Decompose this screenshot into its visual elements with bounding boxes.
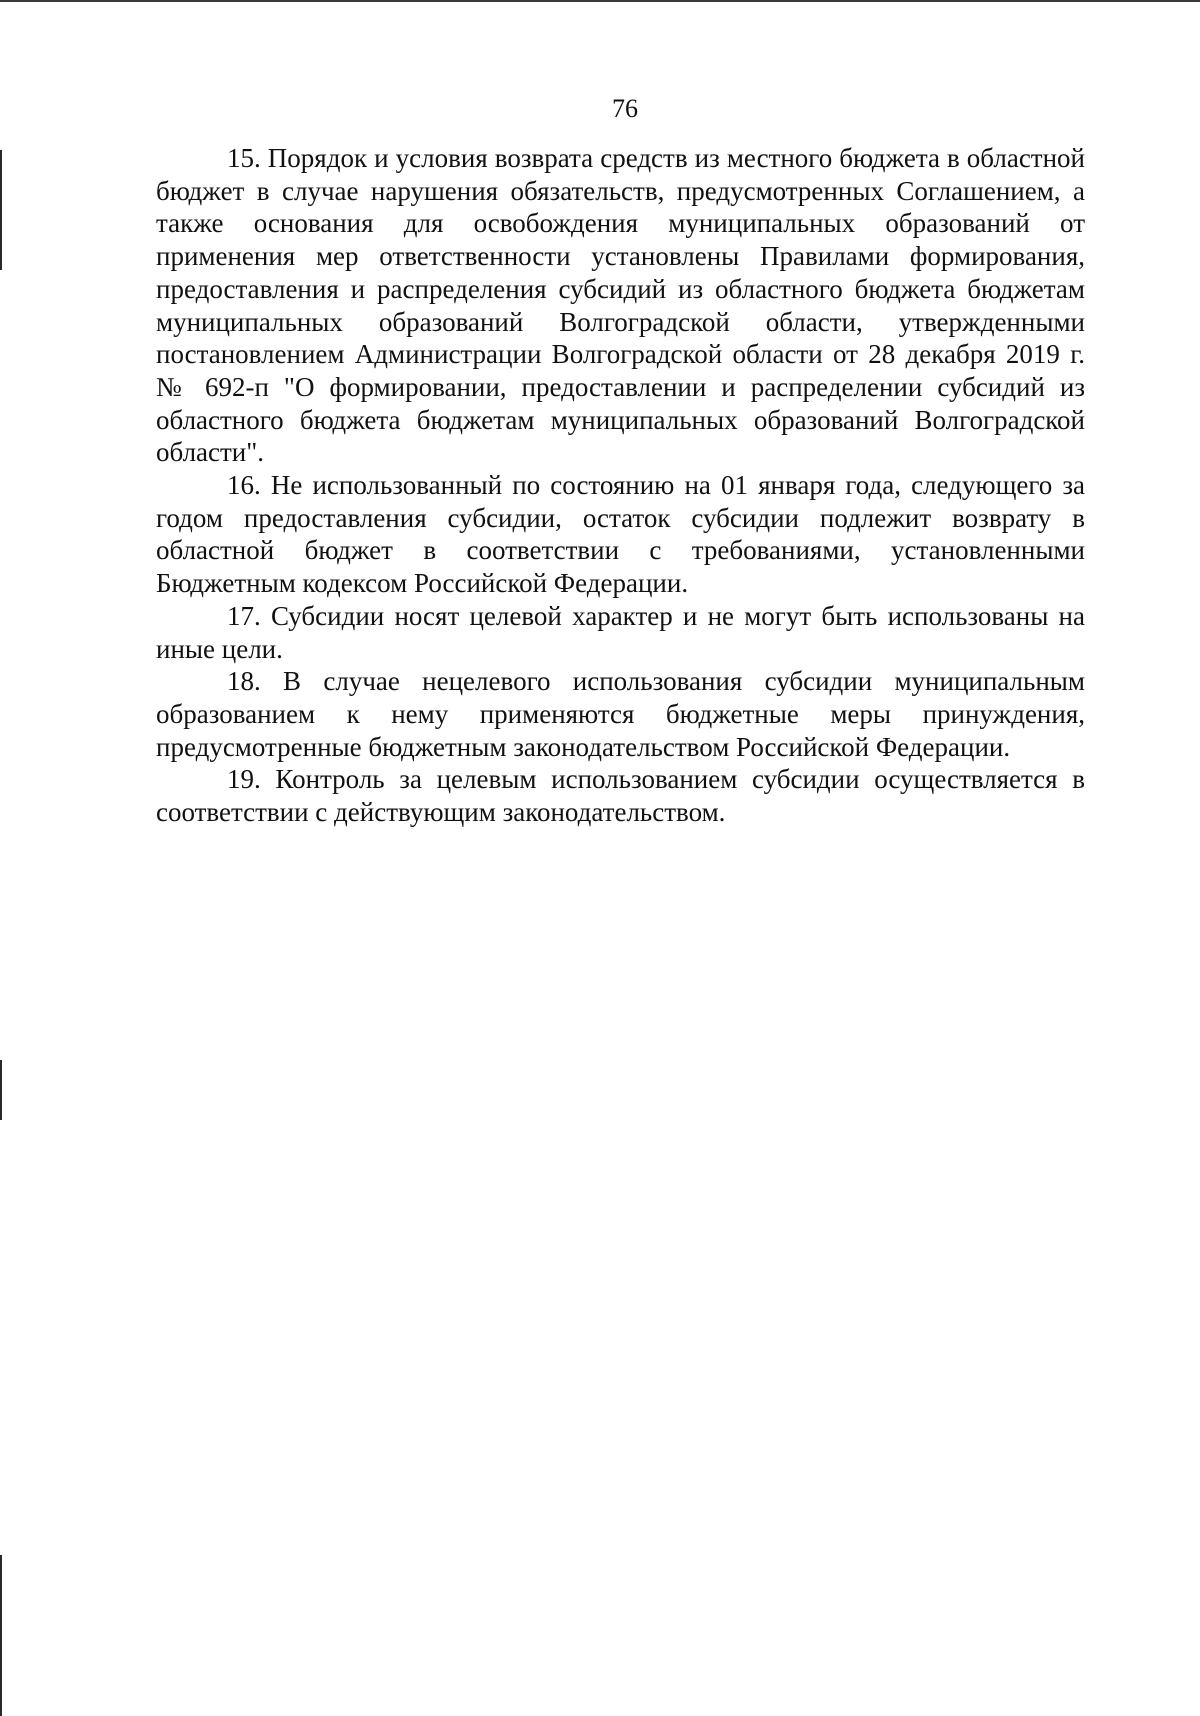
paragraph-18: 18. В случае нецелевого использования субсидии муниципальным образованием к нему применяются бюджетные меры принуждения, предусмотренные бюджетным законодательством Российской Федерации.	[156, 666, 1085, 762]
scan-edge-top	[0, 0, 1200, 2]
paragraph-17: 17. Субсидии носят целевой характер и не могут быть использованы на иные цели.	[156, 600, 1085, 664]
scan-edge-left	[0, 1555, 2, 1716]
paragraph-16: 16. Не использованный по состоянию на 01 января года, следующего за годом предоставления субсидии, остаток субсидии подлежит возврату в областной бюджет в соответствии с требованиями, установленными Бюджетным кодексом Российской Федерации.	[156, 470, 1085, 599]
paragraph-19: 19. Контроль за целевым использованием субсидии осуществляется в соответствии с действующим законодательством.	[156, 764, 1085, 828]
scan-edge-left	[0, 1060, 2, 1120]
document-body	[156, 142, 1085, 829]
paragraph-15: 15. Порядок и условия возврата средств из местного бюджета в областной бюджет в случае нарушения обязательств, предусмотренных Соглашением, а также основания для освобождения муниципальных образований от применения мер ответственности установлены Правилами формирования, предоставления и распределения субсидий из областного бюджета бюджетам муниципальных образований Волгоградской области, утвержденными постановлением Администрации Волгоградской области от 28 декабря 2019 г. № 692-п "О формировании, предоставлении и распределении субсидий из областного бюджета бюджетам муниципальных образований Волгоградской области".	[156, 143, 1085, 468]
page-number: 76	[612, 94, 638, 123]
scan-edge-left	[0, 150, 2, 270]
